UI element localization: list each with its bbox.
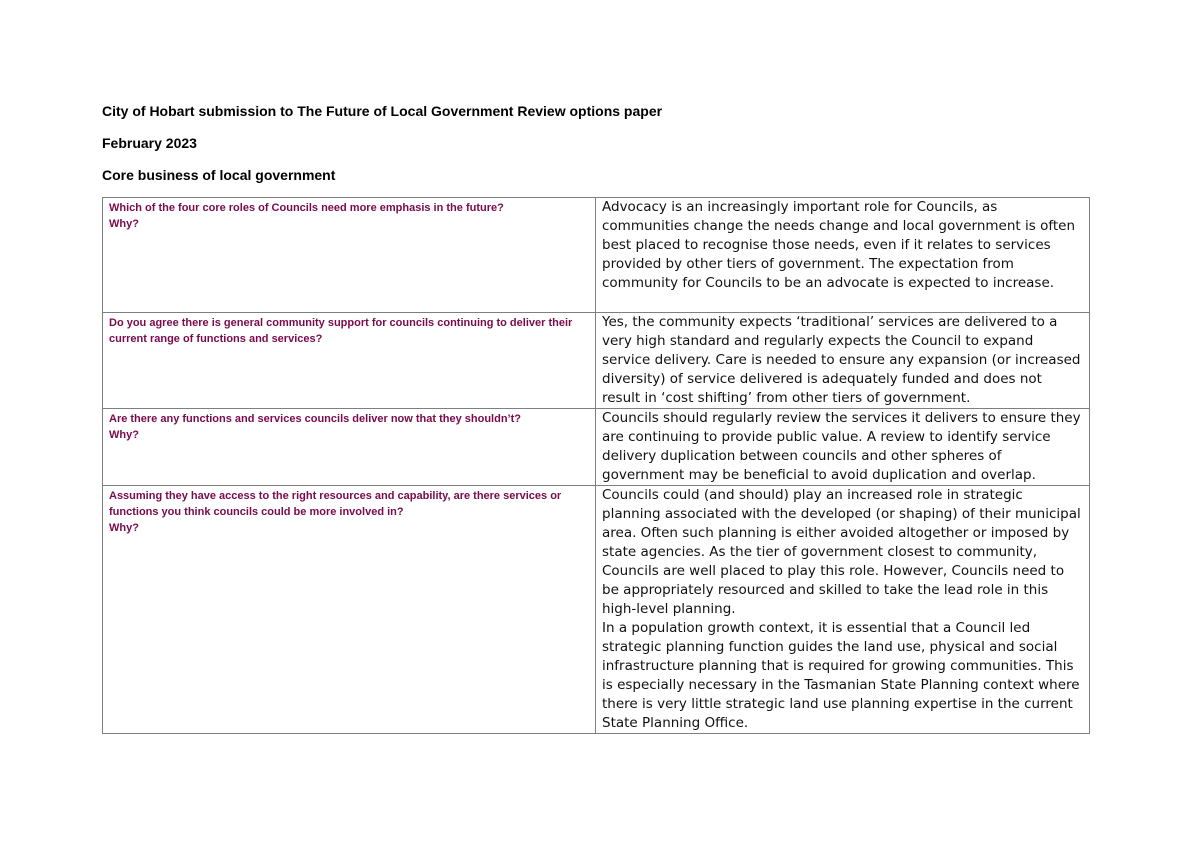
question-cell bbox=[103, 313, 596, 409]
answer-text: In a population growth context, it is essential that a Council led strategic planning function guides the land use, physical and social infrastructure planning that is required for growing communities. This is especially necessary in the Tasmanian State Planning context where there is very little strategic land use planning expertise in the current State Planning Office. bbox=[602, 620, 1080, 731]
question-answer-table bbox=[102, 197, 1090, 734]
question-text: Do you agree there is general community support for councils continuing to deliver their current range of functions and services? bbox=[109, 317, 573, 345]
question-text: Assuming they have access to the right resources and capability, are there services or functions you think councils could be more involved in? bbox=[109, 490, 562, 518]
answer-text: Councils should regularly review the services it delivers to ensure they are continuing to provide public value. A review to identify service delivery duplication between councils and other spheres of government may be beneficial to avoid duplication and overlap. bbox=[602, 410, 1081, 483]
question-text: Which of the four core roles of Councils need more emphasis in the future? bbox=[109, 202, 504, 214]
table-row bbox=[103, 486, 1090, 734]
question-text: Are there any functions and services councils deliver now that they shouldn’t? bbox=[109, 413, 521, 425]
section-heading: Core business of local government bbox=[102, 167, 336, 183]
question-why: Why? bbox=[109, 218, 139, 230]
question-cell bbox=[103, 486, 596, 734]
table-row bbox=[103, 198, 1090, 313]
answer-cell bbox=[596, 313, 1090, 409]
answer-cell bbox=[596, 486, 1090, 734]
answer-cell bbox=[596, 198, 1090, 313]
answer-text: Advocacy is an increasingly important role for Councils, as communities change the needs change and local government is often best placed to recognise those needs, even if it relates to services provided by other tiers of government. The expectation from community for Councils to be an advocate is expected to increase. bbox=[602, 199, 1076, 291]
question-why: Why? bbox=[109, 429, 139, 441]
question-why: Why? bbox=[109, 522, 139, 534]
question-cell bbox=[103, 409, 596, 486]
document-date: February 2023 bbox=[102, 135, 197, 151]
answer-cell bbox=[596, 409, 1090, 486]
question-cell bbox=[103, 198, 596, 313]
table-row bbox=[103, 409, 1090, 486]
answer-text: Yes, the community expects ‘traditional’ services are delivered to a very high standard and regularly expects the Council to expand service delivery. Care is needed to ensure any expansion (or increased diversity) of service delivered is adequately funded and does not result in ‘cost shifting’ from other tiers of government. bbox=[602, 314, 1081, 406]
answer-text: Councils could (and should) play an increased role in strategic planning associated with the developed (or shaping) of their municipal area. Often such planning is either avoided altogether or imposed by state agencies. As the tier of government closest to community, Councils are well placed to play this role. However, Councils need to be appropriately resourced and skilled to take the lead role in this high-level planning. bbox=[602, 487, 1081, 617]
document-title: City of Hobart submission to The Future of Local Government Review options paper bbox=[102, 103, 663, 119]
table-row bbox=[103, 313, 1090, 409]
